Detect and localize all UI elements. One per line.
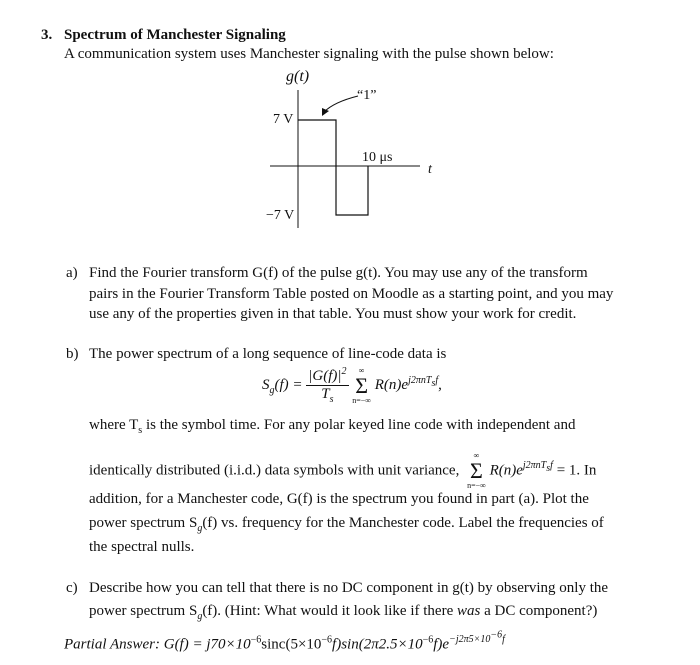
problem-title: Spectrum of Manchester Signaling	[64, 27, 286, 43]
part-a-label: a)	[66, 265, 78, 281]
figure-pos-level: 7 V	[273, 112, 294, 127]
problem-number: 3.	[41, 27, 53, 43]
problem-intro: A communication system uses Manchester signaling with the pulse shown below:	[64, 46, 554, 62]
eq-fraction	[306, 366, 348, 405]
eq-lhs: S	[262, 376, 270, 393]
part-b-line2: where $T_s$ is the symbol time. For any polar keyed line code with independent and	[89, 417, 576, 436]
figure-annotation: “1”	[357, 88, 377, 103]
part-b-line6: the spectral nulls.	[89, 539, 195, 555]
eq-lhs-sub: g	[269, 384, 275, 396]
part-a-line3: use any of the properties given in that table. You must show your work for credit.	[89, 306, 577, 322]
part-b-line1: The power spectrum of a long sequence of line-code data is	[89, 346, 447, 362]
line3-summation: ∞ Σ n=−∞	[467, 451, 486, 490]
eq-denominator: $T_s$	[321, 386, 334, 405]
eq-rhs: R(n)e	[374, 376, 409, 393]
part-b-line5: power spectrum $S_g(f)$ vs. frequency for the Manchester code. Label the frequencies of	[89, 515, 604, 534]
eq-rhs-exp: j2πnTsf	[408, 374, 439, 389]
pulse-positive-half	[298, 120, 336, 166]
partial-answer: Partial Answer: $G(f) = j70\times 10^{-6}\sin c(5\times 10^{-6}f)\sin(2\pi 2.5\times 10^{-6}f)e^{-j2\pi 5\times 10^{-6}f}$	[64, 630, 505, 653]
part-c-label: c)	[66, 580, 78, 596]
pulse-negative-half	[336, 166, 368, 215]
part-c-line1: Describe how you can tell that there is no DC component in g(t) by observing only the	[89, 580, 609, 596]
part-b-line4: addition, for a Manchester code, G(f) is the spectrum you found in part (a). Plot the	[89, 491, 589, 507]
figure-time-mark: 10 μs	[362, 150, 393, 165]
part-b-line3: identically distributed (i.i.d.) data symbols with unit variance, ∞ Σ n=−∞ $R(n)e^{j2\pi nT_sf} = 1$. In	[89, 451, 597, 490]
part-c-line2: power spectrum $S_g(f)$. (Hint: What would it look like if there was a DC component?)	[89, 603, 598, 622]
part-a-line2: pairs in the Fourier Transform Table posted on Moodle as a starting point, and you may	[89, 286, 614, 302]
part-b-label: b)	[66, 346, 79, 362]
power-spectrum-equation: $S_g(f)$ = $\frac{|G(f)|^2}{T_s}$ ∞ Σ n=−∞ $R(n)e^{j2\pi nT_sf}$,	[262, 365, 442, 405]
part-a-line1: Find the Fourier transform G(f) of the pulse g(t). You may use any of the transform	[89, 265, 588, 281]
figure-y-label: g(t)	[286, 68, 310, 85]
figure-neg-level: −7 V	[266, 208, 295, 223]
partial-answer-label: Partial Answer:	[64, 636, 160, 653]
eq-lhs-arg: (f) =	[274, 376, 303, 393]
eq-numerator: $|G(f)|^2$	[308, 366, 347, 384]
pulse-diagram	[250, 80, 450, 230]
eq-summation: ∞ Σ n=−∞	[352, 365, 372, 405]
figure-x-label: t	[428, 162, 432, 177]
annotation-arrow	[324, 96, 358, 112]
